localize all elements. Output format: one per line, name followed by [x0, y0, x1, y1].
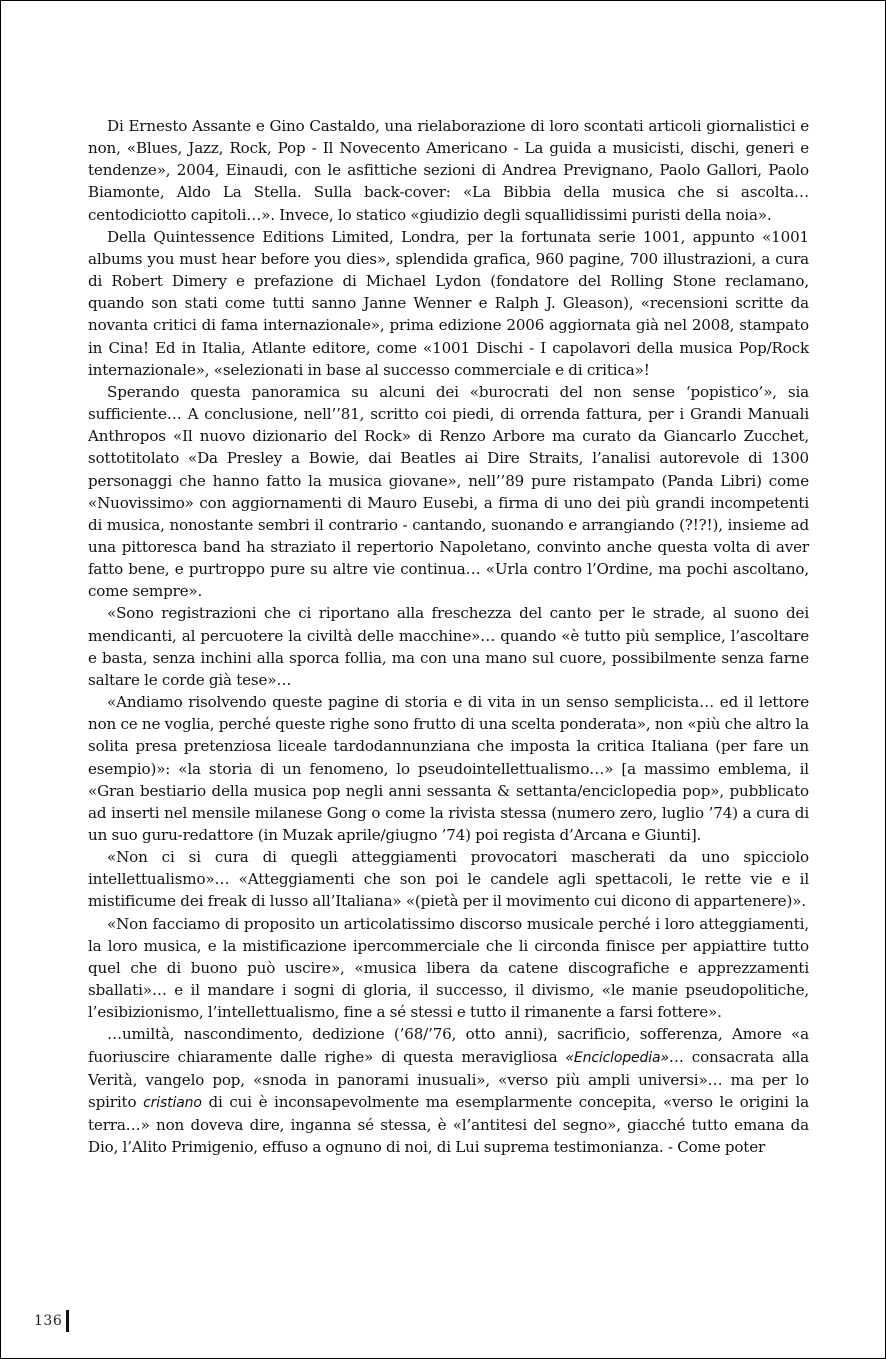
- paragraph-8-part-1: …umiltà, nascondimento, dedizione (’68/’76, otto anni), sacrificio, sofferenza, Amore «a fuoriuscire chiaramente dalle righe» di questa meravigliosa: [88, 1025, 809, 1066]
- paragraph-8-emphasis-2: cristiano: [143, 1094, 202, 1111]
- paragraph-5: «Andiamo risolvendo queste pagine di storia e di vita in un senso semplicista… ed il lettore non ce ne voglia, perché queste righe sono frutto di una scelta ponderata», non «più che altro la solita presa pretenziosa liceale tardodannunziana che imposta la critica Italiana (per fare un esempio)»: «la storia di un fenomeno, lo pseudointellettualismo…» [a massimo emblema, il «Gran bestiario della musica pop negli anni sessanta & settanta/enciclopedia pop», pubblicato ad inserti nel mensile milanese Gong o come la rivista stessa (numero zero, luglio ’74) a cura di un suo guru-redattore (in Muzak aprile/giugno ’74) poi regista d’Arcana e Giunti].: [88, 693, 809, 844]
- paragraph-8-part-3: di cui è inconsapevolmente ma esemplarmente concepita, «verso le origini la terra…» non doveva dire, inganna sé stessa, è «l’antitesi del segno», giacché tutto emana da Dio, l’Alito Primigenio, effuso a ognuno di noi, di Lui suprema testimonianza. - Come poter: [88, 1092, 809, 1157]
- paragraph-8: [88, 1023, 809, 1158]
- paragraph-8-part-2: … consacrata alla Verità, vangelo pop, «snoda in panorami inusuali», «verso più ampli universi»… ma per lo spirito: [88, 1047, 809, 1111]
- page-footer: [34, 1309, 69, 1333]
- paragraph-7: «Non facciamo di proposito un articolatissimo discorso musicale perché i loro atteggiamenti, la loro musica, e la mistificazione ipercommerciale che li circonda finisce per appiattire tutto quel che di buono può uscire», «musica libera da catene discografiche e apprezzamenti sballati»… e il mandare i sogni di gloria, il successo, il divismo, «le manie pseudopolitiche, l’esibizionismo, l’intellettualismo, fine a sé stessi e tutto il rimanente a farsi fottere».: [88, 914, 809, 1022]
- paragraph-2: Della Quintessence Editions Limited, Londra, per la fortunata serie 1001, appunto «1001 albums you must hear before you dies», splendida grafica, 960 pagine, 700 illustrazioni, a cura di Robert Dimery e prefazione di Michael Lydon (fondatore del Rolling Stone reclamano, quando son stati come tutti sanno Janne Wenner e Ralph J. Gleason), «recensioni scritte da novanta critici di fama internazionale», prima edizione 2006 aggiornata già nel 2008, stampato in Cina! Ed in Italia, Atlante editore, come «1001 Dischi - I capolavori della musica Pop/Rock internazionale», «selezionati in base al successo commerciale e di critica»!: [88, 227, 809, 379]
- body-text: [88, 115, 809, 1158]
- paragraph-4: «Sono registrazioni che ci riportano alla freschezza del canto per le strade, al suono dei mendicanti, al percuotere la civiltà delle macchine»… quando «è tutto più semplice, l’ascoltare e basta, senza inchini alla sporca follia, ma con una mano sul cuore, possibilmente senza farne saltare le corde già tese»…: [88, 604, 809, 689]
- footer-rule: [66, 1310, 69, 1332]
- page-number: 136: [34, 1313, 63, 1329]
- paragraph-3: Sperando questa panoramica su alcuni dei «burocrati del non sense ‘popistico’», sia sufficiente… A conclusione, nell’’81, scritto coi piedi, di orrenda fattura, per i Grandi Manuali Anthropos «Il nuovo dizionario del Rock» di Renzo Arbore ma curato da Giancarlo Zucchet, sottotitolato «Da Presley a Bowie, dai Beatles ai Dire Straits, l’analisi autorevole di 1300 personaggi che hanno fatto la musica giovane», nell’’89 pure ristampato (Panda Libri) come «Nuovissimo» con aggiornamenti di Mauro Eusebi, a firma di uno dei più grandi incompetenti di musica, nonostante sembri il contrario - cantando, suonando e arrangiando (?!?!), insieme ad una pittoresca band ha straziato il repertorio Napoletano, convinto anche questa volta di aver fatto bene, e purtroppo pure su altre vie continua… «Urla contro l’Ordine, ma pochi ascoltano, come sempre».: [88, 382, 809, 601]
- paragraph-8-emphasis-1: «Enciclopedia»: [565, 1049, 669, 1066]
- paragraph-6: «Non ci si cura di quegli atteggiamenti provocatori mascherati da uno spicciolo intellettualismo»… «Atteggiamenti che son poi le candele agli spettacoli, le rette vie e il mistificume dei freak di lusso all’Italiana» «(pietà per il movimento cui dicono di appartenere)».: [88, 848, 809, 911]
- paragraph-1: Di Ernesto Assante e Gino Castaldo, una rielaborazione di loro scontati articoli giornalistici e non, «Blues, Jazz, Rock, Pop - Il Novecento Americano - La guida a musicisti, dischi, generi e tendenze», 2004, Einaudi, con le asfittiche sezioni di Andrea Prevignano, Paolo Gallori, Paolo Biamonte, Aldo La Stella. Sulla back-cover: «La Bibbia della musica che si ascolta… centodiciotto capitoli…». Invece, lo statico «giudizio degli squallidissimi puristi della noia».: [88, 117, 809, 224]
